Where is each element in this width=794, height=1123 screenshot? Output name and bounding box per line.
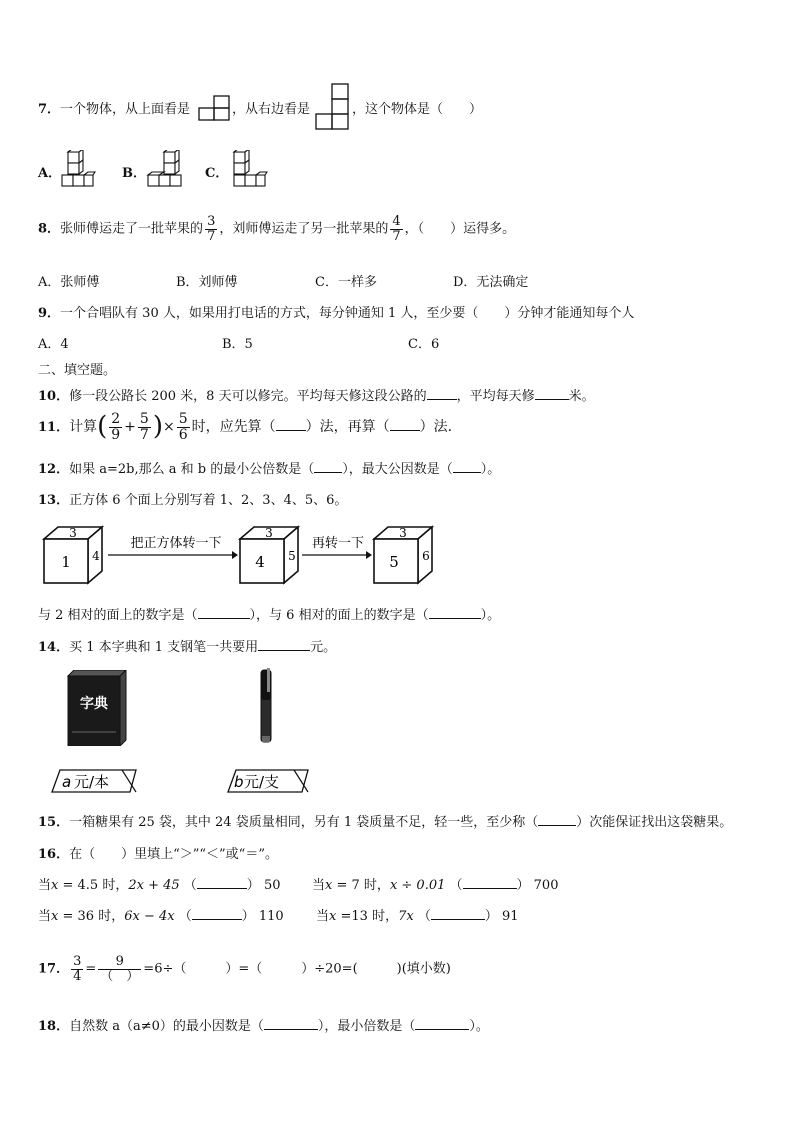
- answer-blank[interactable]: [538, 813, 576, 826]
- price-tag-dictionary: [50, 768, 140, 794]
- cube-3-right: 6: [422, 549, 430, 563]
- q13-answer-line: [38, 604, 500, 623]
- answer-blank[interactable]: [197, 876, 247, 889]
- answer-blank[interactable]: [431, 907, 485, 920]
- question-number: 12．: [38, 462, 70, 477]
- arrow-2-label: 再转一下: [311, 536, 365, 551]
- q10-text-2: ，平均每天修: [456, 389, 535, 404]
- q15-line: [38, 811, 732, 830]
- q12-text-3: ）。: [480, 462, 501, 477]
- q13-line-2: ），与 6 相对的面上的数字是（: [249, 608, 429, 623]
- cube-2-front: 4: [255, 553, 265, 571]
- q9-text: 一个合唱队有 30 人，如果用打电话的方式，每分钟通知 1 人，至少要（ ）分钟才能通知每个人: [60, 306, 635, 321]
- answer-blank[interactable]: [463, 876, 517, 889]
- q8-line: [38, 215, 515, 243]
- q18-text-2: ），最小倍数是（: [317, 1019, 416, 1034]
- cube-1-right: 4: [92, 549, 100, 563]
- option-b-label: B．: [122, 166, 146, 181]
- pen-image: [256, 666, 276, 746]
- q16-row-4: 当x =13 时，7x （ ） 91: [316, 909, 519, 924]
- q9-option-b: B．5: [222, 337, 253, 352]
- q7-text-3: ，这个物体是（ ）: [352, 102, 483, 117]
- q11-text-4: ）法.: [419, 419, 453, 436]
- q16-line: [38, 843, 278, 862]
- q15-text-2: ）次能保证找出这袋糖果。: [576, 815, 733, 830]
- q14-text-1: 买 1 本字典和 1 支钢笔一共要用: [69, 640, 259, 655]
- q13-line: [38, 489, 347, 508]
- q16-text: 在（ ）里填上“＞”“＜”或“＝”。: [69, 847, 278, 862]
- cube-2-top: 3: [265, 526, 273, 540]
- q16-row-1: 当x = 4.5 时，2x + 45 （ ） 50: [38, 878, 281, 893]
- answer-blank[interactable]: [415, 1017, 469, 1030]
- q8-option-d: D．无法确定: [453, 275, 529, 290]
- answer-blank[interactable]: [390, 418, 420, 431]
- question-number: 16．: [38, 847, 70, 862]
- question-number: 11．: [38, 420, 70, 436]
- q12-line: [38, 458, 500, 477]
- question-number: 8．: [38, 221, 61, 237]
- arrow-1-label: 把正方体转一下: [130, 536, 222, 551]
- q13-line-1: 与 2 相对的面上的数字是（: [38, 608, 198, 623]
- answer-blank[interactable]: [258, 638, 310, 651]
- q8-option-b: B．刘师傅: [176, 275, 238, 290]
- q14-text-2: 元。: [310, 640, 337, 655]
- fraction-2-9: $\frac{2}{9}$: [111, 411, 121, 443]
- q12-text-1: 如果 a=2b,那么 a 和 b 的最小公倍数是（: [69, 462, 315, 477]
- question-number: 13．: [38, 493, 70, 508]
- plus-sign: +: [124, 419, 136, 436]
- fraction-9-blank: $\frac{9}{( )}$: [100, 954, 140, 984]
- answer-blank[interactable]: [264, 1017, 318, 1030]
- q15-text-1: 一箱糖果有 25 袋，其中 24 袋质量相同，另有 1 袋质量不足，轻一些，至少称（: [69, 815, 539, 830]
- equals-sign: =: [85, 961, 97, 977]
- right-view-figure: [315, 82, 351, 132]
- q13-text: 正方体 6 个面上分别写着 1、2、3、4、5、6。: [69, 493, 348, 508]
- fraction-5-6: $\frac{5}{6}$: [178, 411, 188, 443]
- cube-2-right: 5: [288, 549, 296, 563]
- q8-text-1: 张师傅运走了一批苹果的: [60, 221, 204, 237]
- q7-text-1: 一个物体，从上面看是: [60, 102, 191, 117]
- cube-1-top: 3: [69, 526, 77, 540]
- cube-3-front: 5: [389, 553, 399, 571]
- answer-blank[interactable]: [314, 460, 342, 473]
- q11-text-3: ）法，再算（: [305, 419, 390, 436]
- book-title: 字典: [80, 696, 108, 712]
- question-number: 10．: [38, 389, 70, 404]
- answer-blank[interactable]: [192, 907, 242, 920]
- answer-blank[interactable]: [453, 460, 481, 473]
- q10-text-3: 米。: [568, 389, 595, 404]
- question-number: 7．: [38, 102, 61, 117]
- question-number: 15．: [38, 815, 70, 830]
- q8-text-2: ，刘师傅运走了另一批苹果的: [219, 221, 389, 237]
- q12-text-2: ），最大公因数是（: [342, 462, 453, 477]
- answer-blank[interactable]: [429, 606, 481, 619]
- q7-text-2: ，从右边看是: [232, 102, 311, 117]
- question-number: 18．: [38, 1019, 70, 1034]
- option-c-cubes-icon: [228, 150, 268, 190]
- tag-2-variable: b: [234, 773, 244, 791]
- cube-rotation-diagram: [40, 525, 440, 587]
- option-a-label: A．: [38, 166, 62, 181]
- q14-line: [38, 636, 336, 655]
- option-a-cubes-icon: [60, 150, 96, 190]
- q10-text-1: 修一段公路长 200 米，8 天可以修完。平均每天修这段公路的: [69, 389, 427, 404]
- dictionary-image: [64, 670, 130, 746]
- q17-line: [38, 955, 451, 983]
- cube-1-front: 1: [61, 553, 71, 571]
- price-tag-pen: [226, 768, 312, 794]
- answer-blank[interactable]: [427, 387, 457, 400]
- tag-1-unit: 元/本: [74, 773, 110, 791]
- times-sign: ×: [162, 419, 175, 436]
- answer-blank[interactable]: [198, 606, 250, 619]
- q18-line: [38, 1015, 489, 1034]
- cube-2: [240, 526, 298, 583]
- q8-option-c: C．一样多: [315, 275, 377, 290]
- cube-1: [44, 526, 102, 583]
- q8-text-3: ，（ ）运得多。: [404, 221, 516, 237]
- q9-line: [38, 302, 634, 321]
- q16-row-3: 当x = 36 时，6x − 4x （ ） 110: [38, 909, 284, 924]
- q9-option-c: C．6: [408, 337, 440, 352]
- top-view-figure: [198, 94, 232, 122]
- question-number: 17．: [38, 961, 70, 977]
- fraction-4-7: $\frac{4}{7}$: [392, 214, 401, 244]
- q18-text-3: ）。: [469, 1019, 489, 1034]
- answer-blank[interactable]: [276, 418, 306, 431]
- q11-text-1: 计算: [69, 419, 98, 436]
- tag-1-variable: a: [62, 773, 72, 791]
- q17-text: =6÷（ ）=（ ）÷20=( )(填小数): [143, 961, 451, 977]
- answer-blank[interactable]: [535, 387, 569, 400]
- q9-option-a: A．4: [38, 337, 69, 352]
- option-b-cubes-icon: [146, 150, 184, 190]
- q13-line-3: ）。: [480, 608, 501, 623]
- question-number: 14．: [38, 640, 70, 655]
- fraction-5-7: $\frac{5}{7}$: [139, 411, 149, 443]
- tag-2-unit: 元/支: [244, 773, 280, 791]
- q10-line: [38, 385, 595, 404]
- option-c-label: C．: [205, 166, 229, 181]
- question-number: 9．: [38, 306, 61, 321]
- section-heading: 二、填空题。: [38, 363, 117, 378]
- cube-3-top: 3: [399, 526, 407, 540]
- q8-option-a: A．张师傅: [38, 275, 100, 290]
- cube-3: [374, 526, 432, 583]
- q11-line: 11．计算( $\frac{2}{9}$ + $\frac{5}{7}$ )× $\frac{5}{6}$ 时，应先算（ ）法，再算（ ）法.: [38, 411, 453, 443]
- fraction-3-4: $\frac{3}{4}$: [73, 954, 82, 984]
- q18-text-1: 自然数 a（a≠0）的最小因数是（: [69, 1019, 264, 1034]
- q11-text-2: 时，应先算（: [191, 419, 276, 436]
- q16-row-2: 当x = 7 时，x ÷ 0.01 （ ） 700: [312, 878, 559, 893]
- fraction-3-7: $\frac{3}{7}$: [207, 214, 216, 244]
- q7-line: [38, 98, 190, 117]
